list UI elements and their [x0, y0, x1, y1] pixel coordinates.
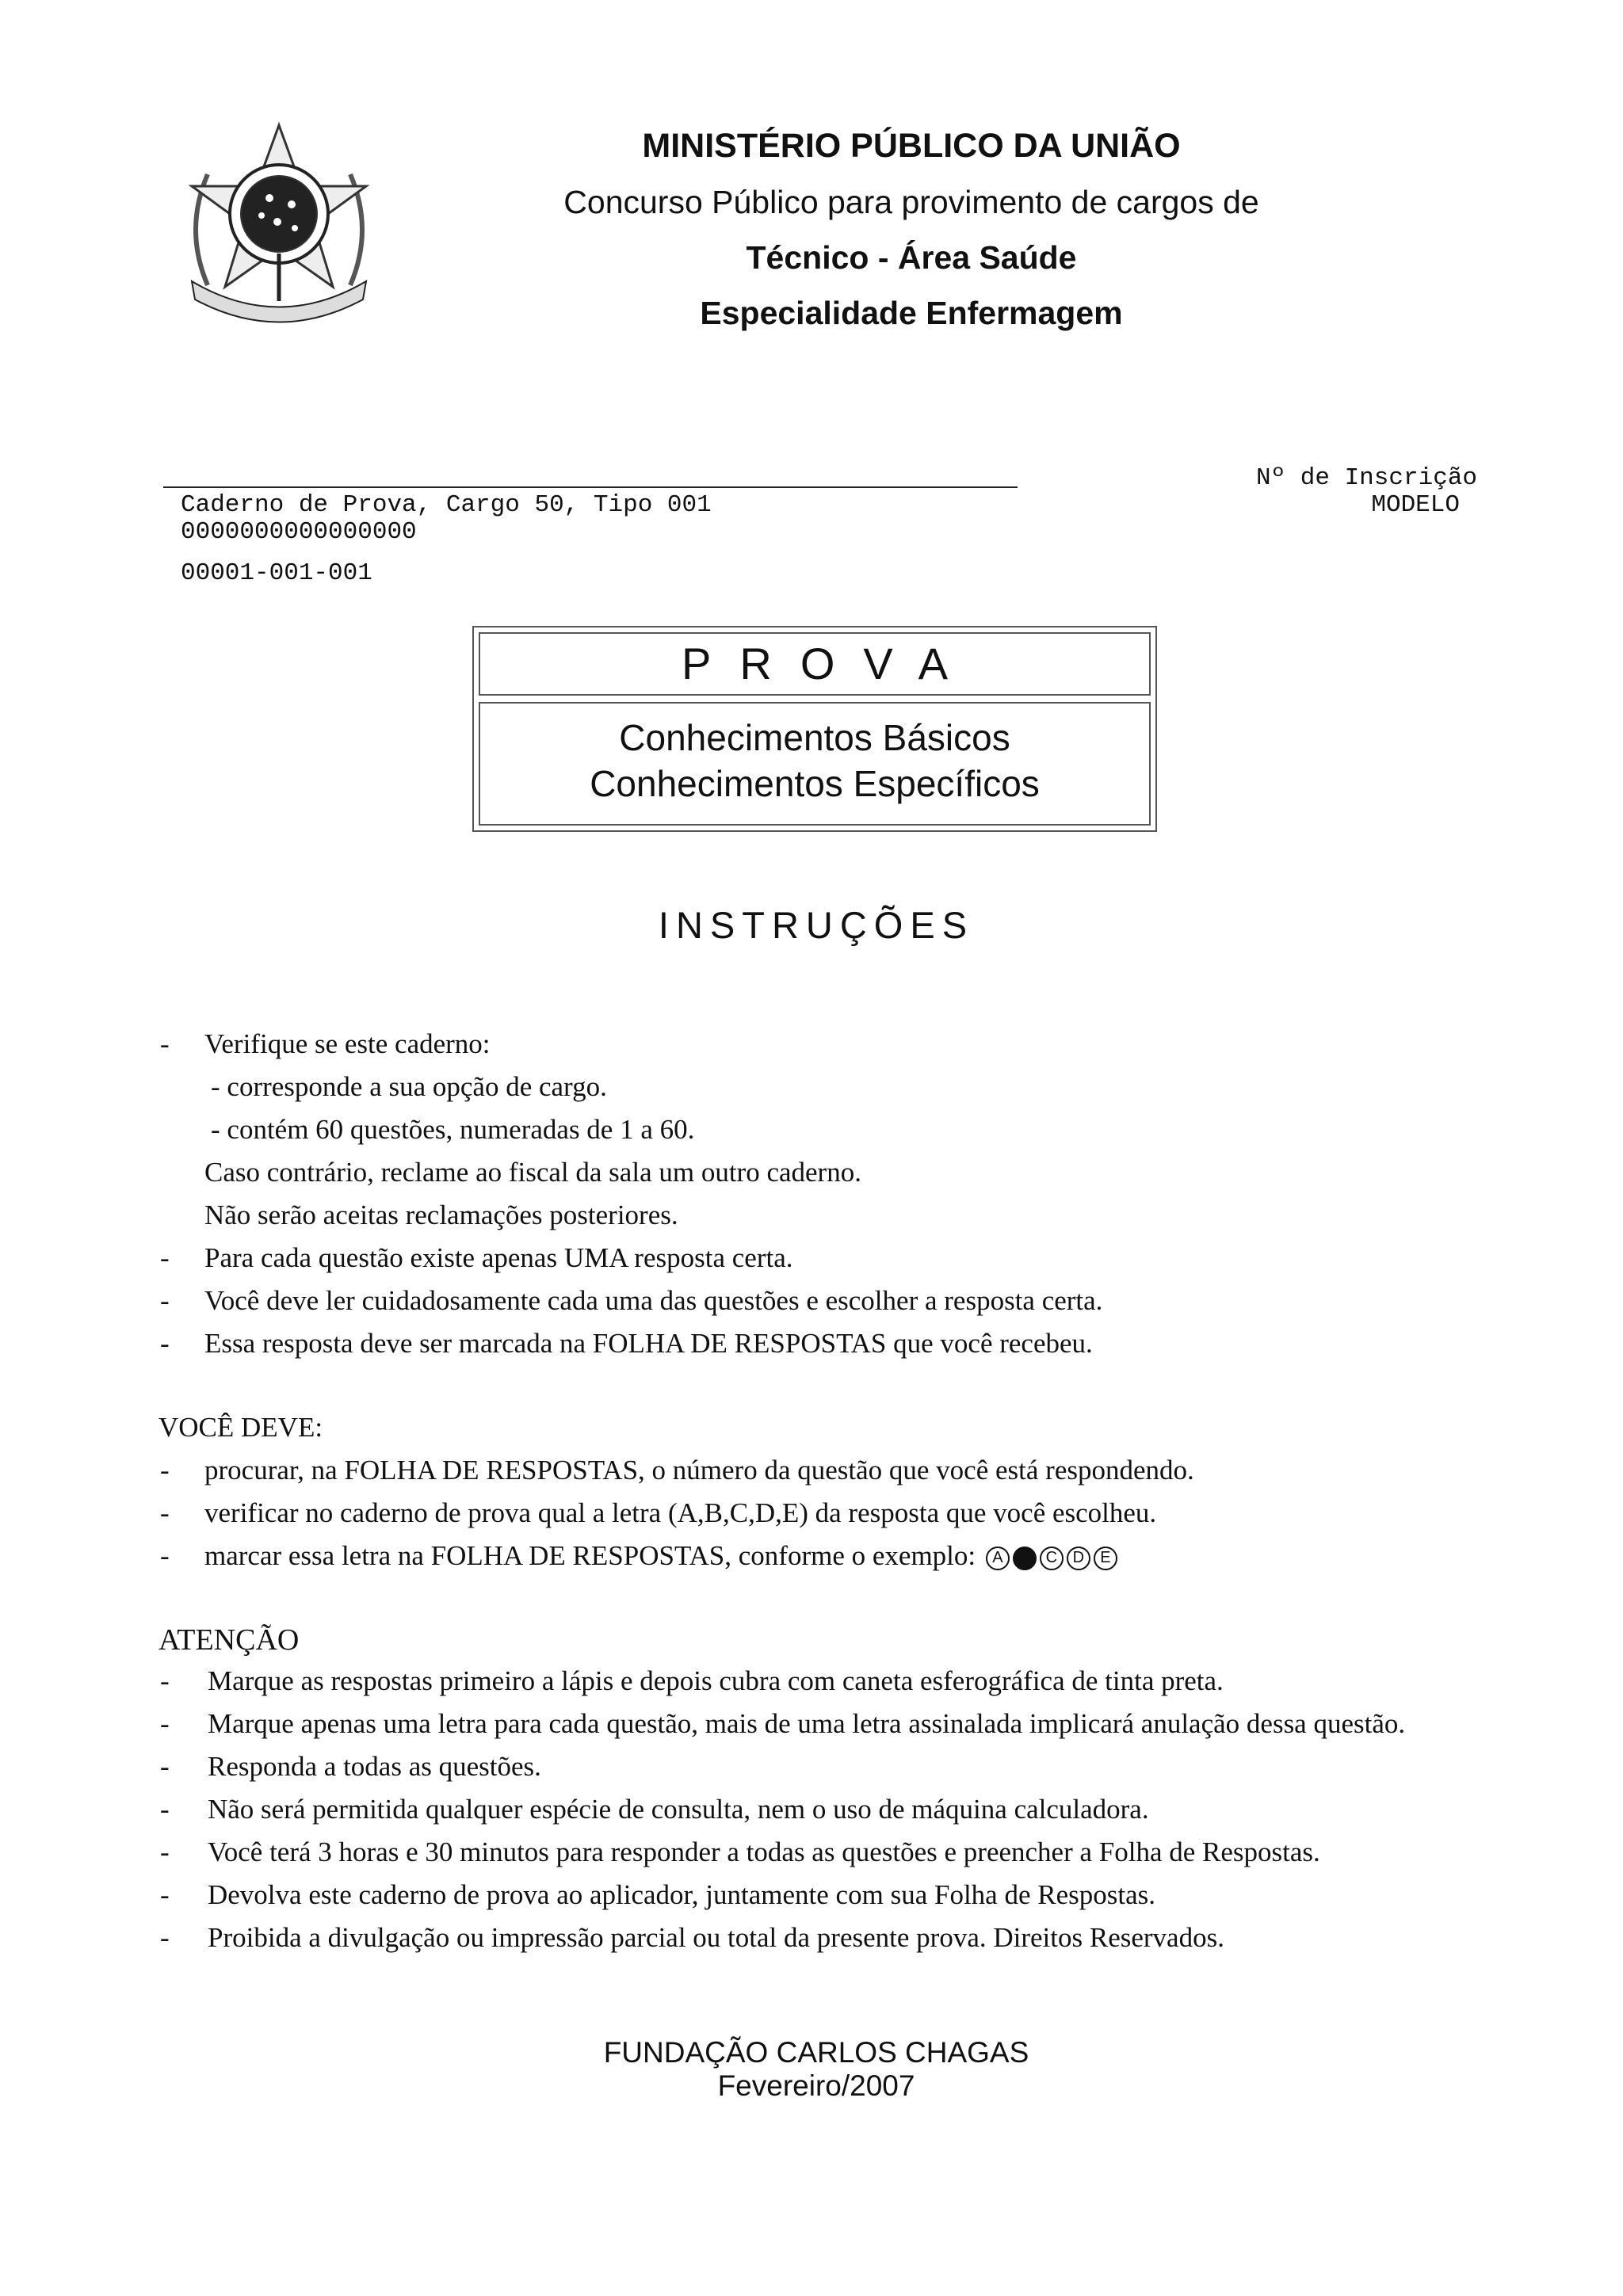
atencao-line: Responda a todas as questões. [208, 1751, 541, 1782]
atencao-line: Marque apenas uma letra para cada questão, mais de uma letra assinalada implicará anulação dessa questão. [208, 1708, 1406, 1739]
voce-deve-line: procurar, na FOLHA DE RESPOSTAS, o número da questão que você está respondendo. [204, 1455, 1194, 1486]
dash: - [160, 1922, 170, 1953]
answer-mark-e: E [1094, 1547, 1117, 1570]
booklet-code-2: 00001-001-001 [181, 559, 372, 587]
prova-title: PROVA [682, 639, 976, 688]
dash: - [160, 1665, 170, 1696]
answer-mark-c: C [1040, 1547, 1064, 1570]
instruction-line: Caso contrário, reclame ao fiscal da sala um outro caderno. [204, 1157, 861, 1188]
dash: - [160, 1497, 170, 1528]
atencao-line: Proibida a divulgação ou impressão parcial ou total da presente prova. Direitos Reservados. [208, 1922, 1224, 1953]
org-title: MINISTÉRIO PÚBLICO DA UNIÃO [642, 127, 1181, 165]
instruction-line: Essa resposta deve ser marcada na FOLHA DE RESPOSTAS que você recebeu. [204, 1328, 1093, 1359]
dash: - [160, 1879, 170, 1910]
instructions-title: INSTRUÇÕES [658, 904, 975, 946]
dash: - [160, 1836, 170, 1867]
dash: - [160, 1708, 170, 1739]
instruction-line: Para cada questão existe apenas UMA resposta certa. [204, 1242, 793, 1273]
answer-mark-d: D [1067, 1547, 1090, 1570]
prova-subjects [479, 715, 1151, 807]
instruction-line: Verifique se este caderno: [204, 1028, 491, 1059]
subject-basic: Conhecimentos Básicos [619, 717, 1010, 758]
booklet-code-1: 0000000000000000 [181, 518, 417, 546]
booklet-caderno: Caderno de Prova, Cargo 50, Tipo 001 [181, 491, 712, 519]
subject-specific: Conhecimentos Específicos [590, 763, 1040, 804]
answer-example [986, 1547, 1117, 1570]
instruction-line: Você deve ler cuidadosamente cada uma das questões e escolher a resposta certa. [204, 1285, 1103, 1316]
answer-mark-a: A [986, 1547, 1010, 1570]
voce-deve-line-example [204, 1540, 1117, 1572]
voce-deve-title: VOCÊ DEVE: [158, 1412, 323, 1443]
instruction-line: - contém 60 questões, numeradas de 1 a 60. [211, 1114, 695, 1145]
brazil-coat-of-arms-icon [176, 119, 382, 333]
footer-org: FUNDAÇÃO CARLOS CHAGAS [603, 2036, 1029, 2069]
atencao-line: Não será permitida qualquer espécie de consulta, nem o uso de máquina calculadora. [208, 1794, 1149, 1825]
atencao-line: Devolva este caderno de prova ao aplicador, juntamente com sua Folha de Respostas. [208, 1879, 1155, 1910]
dash: - [160, 1455, 170, 1486]
answer-mark-b-filled: B [1013, 1547, 1037, 1570]
atencao-line: Marque as respostas primeiro a lápis e depois cubra com caneta esferográfica de tinta preta. [208, 1665, 1224, 1696]
instruction-line: - corresponde a sua opção de cargo. [211, 1071, 607, 1102]
instruction-line: Não serão aceitas reclamações posteriores. [204, 1199, 678, 1230]
role-title: Técnico - Área Saúde [746, 239, 1077, 276]
dash: - [160, 1328, 170, 1359]
atencao-title: ATENÇÃO [158, 1623, 300, 1657]
dash: - [160, 1285, 170, 1316]
dash: - [160, 1540, 170, 1571]
exam-subtitle: Concurso Público para provimento de cargos de [563, 184, 1259, 220]
dash: - [160, 1794, 170, 1825]
info-rule [163, 486, 1018, 488]
dash: - [160, 1242, 170, 1273]
dash: - [160, 1751, 170, 1782]
inscricao-value: MODELO [1371, 491, 1460, 519]
inscricao-label: Nº de Inscrição [1255, 464, 1477, 492]
dash: - [160, 1028, 170, 1059]
specialty-title: Especialidade Enfermagem [700, 295, 1123, 331]
footer-date: Fevereiro/2007 [717, 2069, 915, 2102]
atencao-line: Você terá 3 horas e 30 minutos para responder a todas as questões e preencher a Folha de Respostas. [208, 1836, 1320, 1867]
voce-deve-line: verificar no caderno de prova qual a letra (A,B,C,D,E) da resposta que você escolheu. [204, 1497, 1157, 1528]
voce-deve-line: marcar essa letra na FOLHA DE RESPOSTAS, conforme o exemplo: [204, 1540, 976, 1571]
